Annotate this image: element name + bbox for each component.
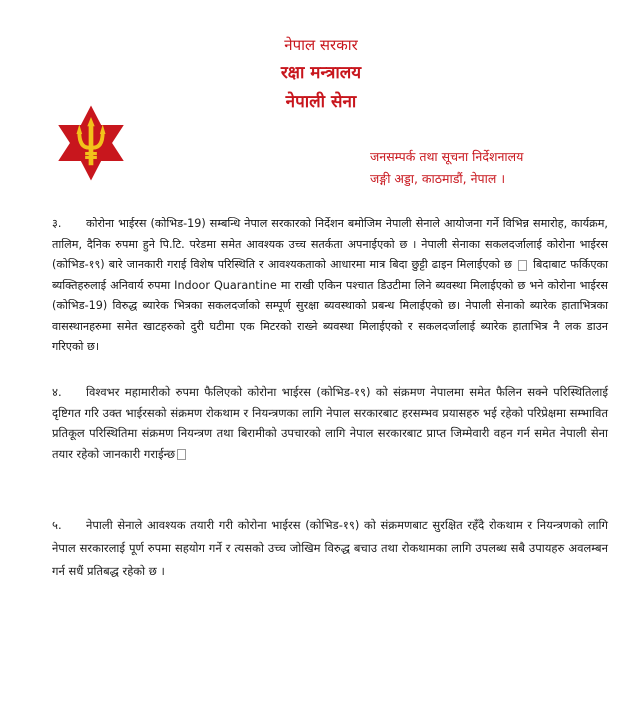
paragraph-text: विश्वभर महामारीको रुपमा फैलिएको कोरोना भाईरस (कोभिड-१९) को संक्रमण नेपालमा समेत फैलिन सक्ने परिस्थितिलाई दृष्टिगत गरि उक्त भाईरसको संक्रमण रोकथाम र नियन्त्रणका लागि नेपाल सरकारबाट हरसम्भव प्रयासहरु भई रहेको परिप्रेक्षमा सम्भावित प्रतिकूल परिस्थितिमा संक्रमण नियन्त्रण तथा बिरामीको उपचारको लागि नेपाल सरकारबाट प्राप्त जिम्मेवारी वहन गर्न समेत नेपाली सेना तयार रहेको जानकारी गराईन्छ [52, 385, 608, 461]
header-government: नेपाल सरकार [284, 36, 358, 54]
paragraph-number: ५. [52, 518, 62, 532]
paragraph-text: कोरोना भाईरस (कोभिड-19) सम्बन्धि नेपाल सरकारको निर्देशन बमोजिम नेपाली सेनाले आयोजना गर्ने विभिन्न समारोह, कार्यक्रम, तालिम, दैनिक रुपमा हुने पि.टि. परेडमा समेत आवश्यक उच्च सतर्कता अपनाईएको छ । नेपाली सेनाका सकलदर्जालाई कोरोना भाईरस (कोभिड-१९) बारे जानकारी गराई विशेष परिस्थिति र आवश्यकताको आधारमा मात्र बिदा छुट्टी ढाइन मिलाईएको छ [52, 217, 608, 271]
missing-glyph-box [177, 449, 186, 460]
paragraph-number: ३. [52, 217, 62, 230]
missing-glyph-box [518, 260, 527, 271]
department-name: जनसम्पर्क तथा सूचना निर्देशनालय [370, 149, 524, 164]
paragraph-text-continued: बिदाबाट फर्किएका ब्यक्तिहरुलाई अनिवार्य रुपमा Indoor Quarantine मा राखी एकिन पश्चात डिउटीमा लिने ब्यवस्था मिलाईएको छ भने कोरोना भाईरस (कोभिड-19) विरुद्ध ब्यारेक भित्रका सकलदर्जाको सम्पूर्ण सुरक्षा ब्यवस्थाको प्रबन्ध मिलाईएको छ। नेपाली सेनाको ब्यारेक हाताभित्रका वासस्थानहरुमा समेत खाटहरुको दुरी घटीमा एक मिटरको राख्ने ब्यवस्था मिलाईएको र सकलदर्जालाई ब्यारेक हाताभित्र नै लक डाउन गरिएको छ। [52, 258, 609, 353]
paragraph-text: नेपाली सेनाले आवश्यक तयारी गरी कोरोना भाईरस (कोभिड-१९) को संक्रमणबाट सुरक्षित रहँदै रोकथाम र नियन्त्रणको लागि नेपाल सरकारलाई पूर्ण रुपमा सहयोग गर्ने र त्यसको उच्च जोखिम विरुद्ध बचाउ तथा रोकथामका लागि उपलब्ध सबै उपायहरु अवलम्बन गर्न सधैं प्रतिबद्ध रहेको छ । [52, 518, 608, 578]
paragraph-number: ४. [52, 385, 62, 399]
paragraph-5 [52, 514, 608, 583]
nepali-army-emblem-icon [52, 104, 130, 182]
header-army: नेपाली सेना [285, 92, 357, 112]
header-ministry: रक्षा मन्त्रालय [280, 63, 362, 83]
paragraph-4 [52, 382, 608, 464]
department-block [370, 146, 523, 190]
paragraph-3 [52, 214, 608, 358]
department-address: जङ्गी अड्डा, काठमाडौं, नेपाल । [370, 171, 506, 186]
